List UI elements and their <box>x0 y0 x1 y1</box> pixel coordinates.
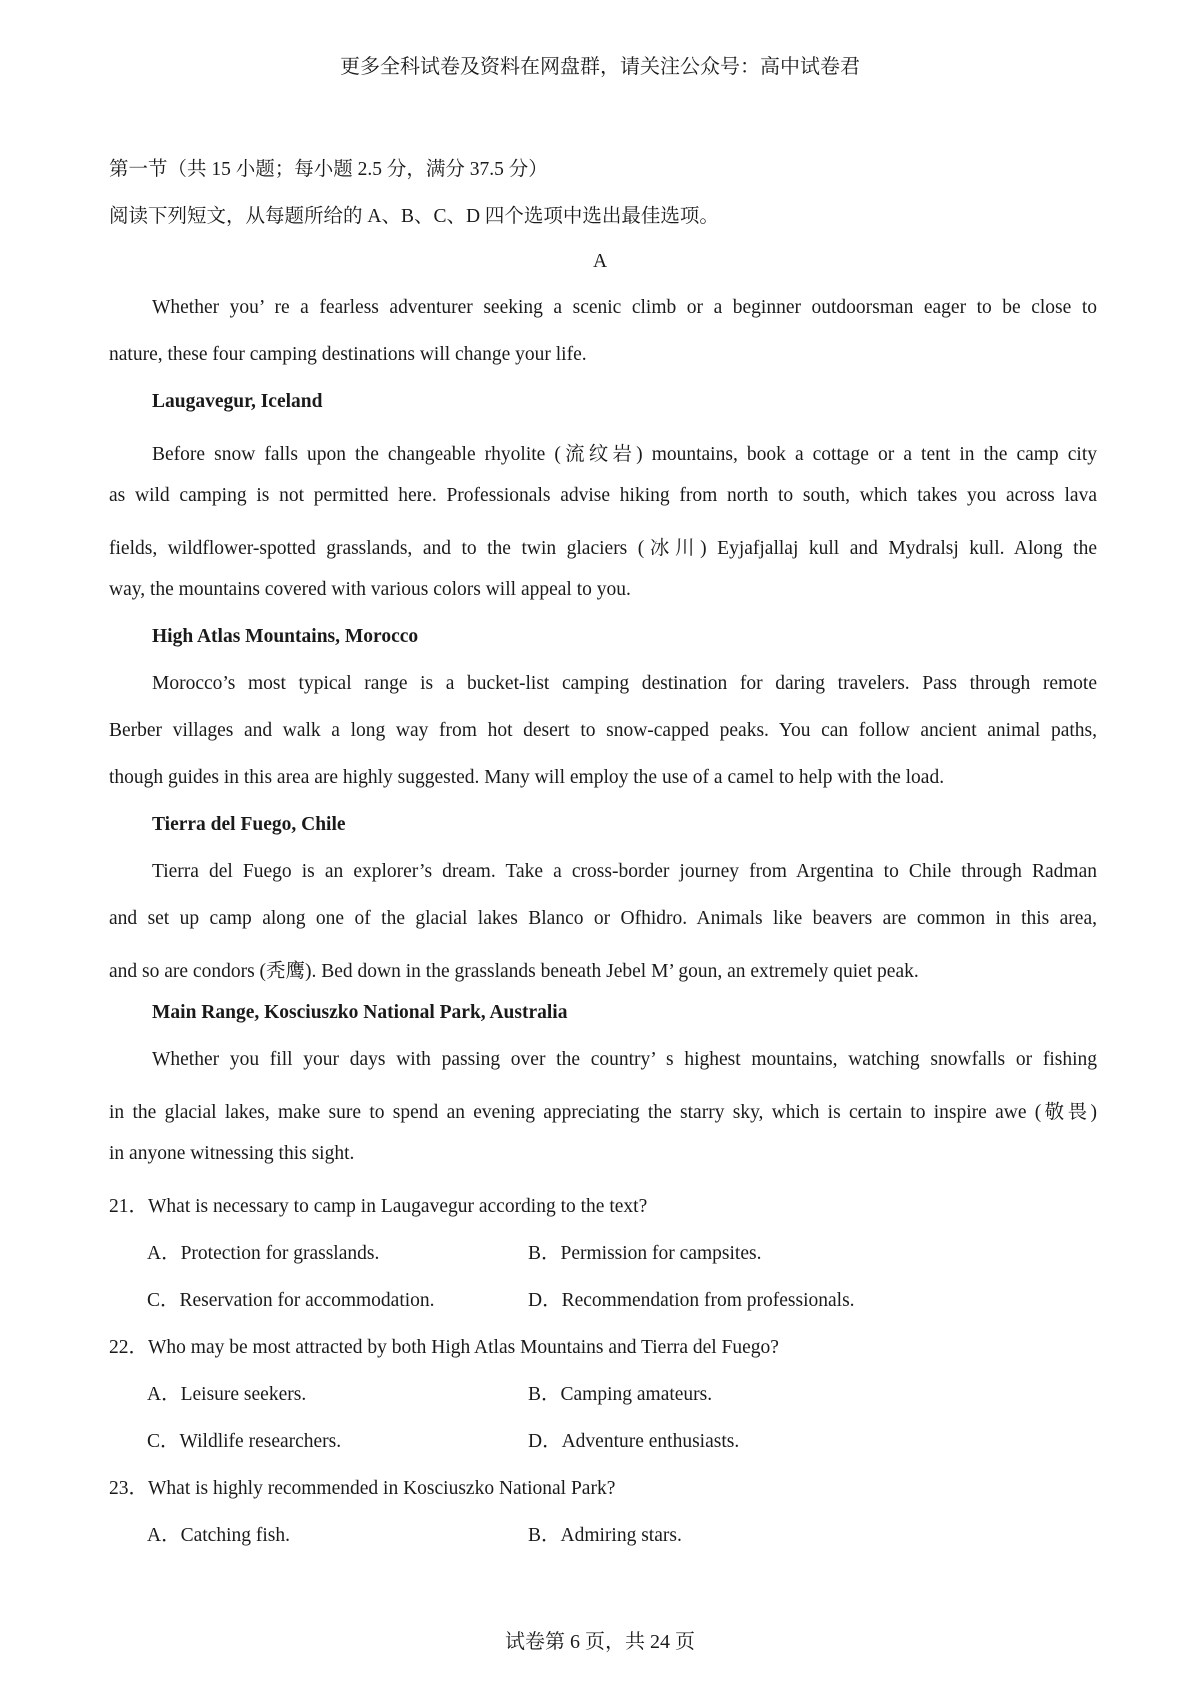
option-22-d[interactable]: D．Adventure enthusiasts. <box>528 1431 740 1452</box>
option-21-a[interactable]: A．Protection for grasslands. <box>147 1243 380 1264</box>
paragraph-line: Tierra del Fuego is an explorer’s dream. Take a cross-border journey from Argentina to Chile through Radman <box>152 861 1097 882</box>
paragraph-line: Berber villages and walk a long way from hot desert to snow-capped peaks. You can follow ancient animal paths, <box>109 720 1097 741</box>
page-header: 更多全科试卷及资料在网盘群，请关注公众号：高中试卷君 <box>340 56 860 78</box>
option-22-c[interactable]: C．Wildlife researchers. <box>147 1431 342 1452</box>
passage-title: A <box>592 251 608 272</box>
question-text: What is necessary to camp in Laugavegur according to the text? <box>148 1196 648 1217</box>
section-heading-main-range: Main Range, Kosciuszko National Park, Australia <box>152 1002 568 1023</box>
page-footer: 试卷第 6 页，共 24 页 <box>505 1631 695 1653</box>
paragraph-line: as wild camping is not permitted here. Professionals advise hiking from north to south, which takes you across lava <box>109 485 1097 506</box>
paragraph-line: in the glacial lakes, make sure to spend an evening appreciating the starry sky, which is certain to inspire awe (敬畏) <box>109 1102 1097 1123</box>
question-number: 22． <box>109 1337 149 1358</box>
question-23 <box>109 1472 615 1500</box>
paragraph-line: Whether you fill your days with passing over the country’ s highest mountains, watching snowfalls or fishing <box>152 1049 1097 1070</box>
intro-line-2: nature, these four camping destinations will change your life. <box>109 344 587 365</box>
section-title: 第一节（共 15 小题；每小题 2.5 分，满分 37.5 分） <box>109 159 548 180</box>
paragraph-line: in anyone witnessing this sight. <box>109 1143 355 1164</box>
paragraph-line: and so are condors (秃鹰). Bed down in the grasslands beneath Jebel M’ goun, an extremely quiet peak. <box>109 961 919 982</box>
paragraph-line: Before snow falls upon the changeable rhyolite (流纹岩) mountains, book a cottage or a tent in the camp city <box>152 444 1097 465</box>
question-22 <box>109 1331 779 1359</box>
paragraph-line: though guides in this area are highly suggested. Many will employ the use of a camel to help with the load. <box>109 767 945 788</box>
option-22-b[interactable]: B．Camping amateurs. <box>528 1384 713 1405</box>
section-heading-laugavegur: Laugavegur, Iceland <box>152 391 323 412</box>
question-text: What is highly recommended in Kosciuszko National Park? <box>148 1478 616 1499</box>
paragraph-line: and set up camp along one of the glacial lakes Blanco or Ofhidro. Animals like beavers are common in this area, <box>109 908 1097 929</box>
option-22-a[interactable]: A．Leisure seekers. <box>147 1384 307 1405</box>
paragraph-line: fields, wildflower-spotted grasslands, and to the twin glaciers (冰川) Eyjafjallaj kull and Mydralsj kull. Along the <box>109 538 1097 559</box>
option-21-d[interactable]: D．Recommendation from professionals. <box>528 1290 855 1311</box>
option-21-b[interactable]: B．Permission for campsites. <box>528 1243 762 1264</box>
section-heading-high-atlas: High Atlas Mountains, Morocco <box>152 626 419 647</box>
paragraph-line: way, the mountains covered with various colors will appeal to you. <box>109 579 631 600</box>
option-23-b[interactable]: B．Admiring stars. <box>528 1525 682 1546</box>
paragraph-line: Morocco’s most typical range is a bucket-list camping destination for daring travelers. Pass through remote <box>152 673 1097 694</box>
instructions: 阅读下列短文，从每题所给的 A、B、C、D 四个选项中选出最佳选项。 <box>109 206 719 227</box>
question-text: Who may be most attracted by both High Atlas Mountains and Tierra del Fuego? <box>148 1337 779 1358</box>
question-number: 23． <box>109 1478 149 1499</box>
question-number: 21． <box>109 1196 149 1217</box>
intro-line-1: Whether you’ re a fearless adventurer seeking a scenic climb or a beginner outdoorsman eager to be close to <box>152 297 1097 318</box>
question-21 <box>109 1190 647 1218</box>
option-23-a[interactable]: A．Catching fish. <box>147 1525 290 1546</box>
option-21-c[interactable]: C．Reservation for accommodation. <box>147 1290 435 1311</box>
section-heading-tierra-del-fuego: Tierra del Fuego, Chile <box>152 814 346 835</box>
